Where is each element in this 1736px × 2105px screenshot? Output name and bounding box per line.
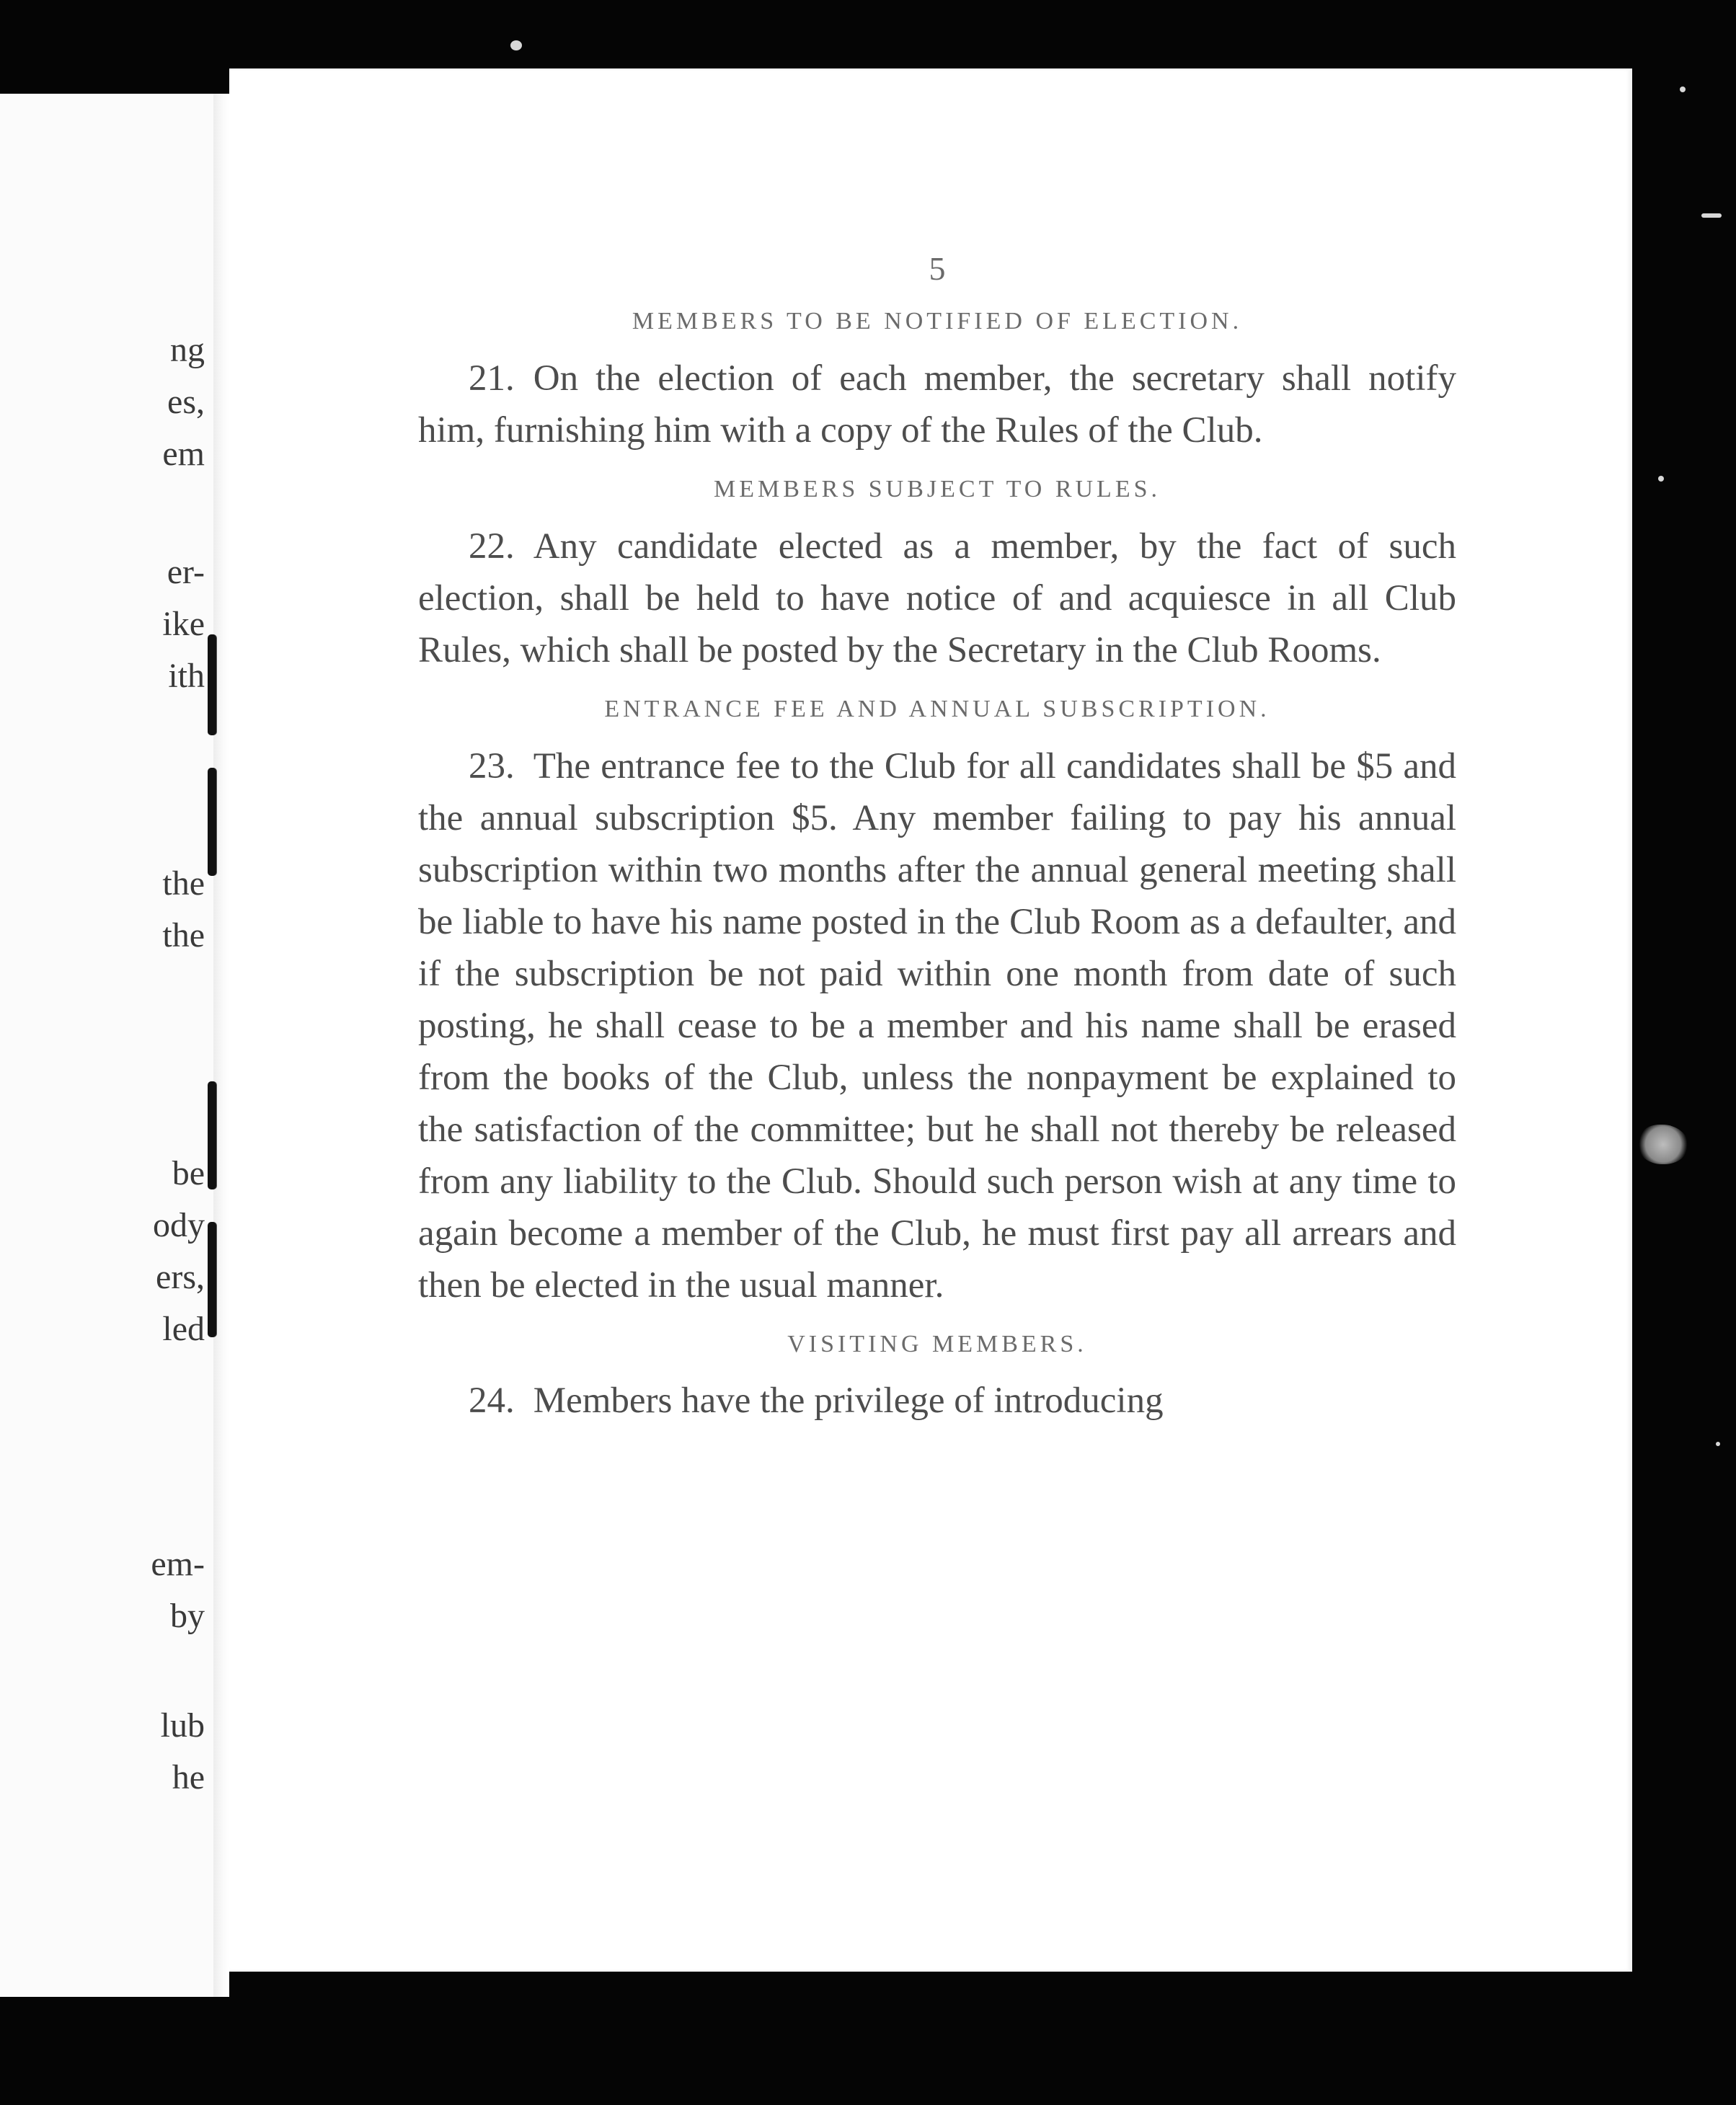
scan-smudge (1638, 1125, 1688, 1164)
main-page (229, 68, 1632, 1972)
left-page-fragment: lub (160, 1706, 205, 1745)
rule-text: Any candidate elected as a member, by the fact of such election, shall be held to have notice of and acquiesce in all Club Rules, which shall be posted by the Secretary in the Club Rooms. (418, 526, 1456, 670)
rule-number: 21. (469, 358, 515, 399)
left-page-fragment: be (172, 1154, 205, 1192)
left-page-fragment: ody (153, 1206, 205, 1244)
left-page-fragment: the (162, 864, 205, 903)
left-page-fragment: ng (170, 331, 205, 369)
rule-text: The entrance fee to the Club for all candidates shall be $5 and the annual subscription $5. Any member failing to pay his annual subscription within two months after the annual general meeting shall be liable to have his name posted in the Club Room as a defaulter, and if the subscription be not paid within one month from date of such posting, he shall cease to be a member and his name shall be erased from the books of the Club, unless the nonpayment be explained to the satisfaction of the committee; but he shall not thereby be released from any liability to the Club. Should such person wish at any time to again become a member of the Club, he must first pay all arrears and then be elected in the usual manner. (418, 745, 1456, 1306)
rule-text: Members have the privilege of introducing (533, 1381, 1164, 1422)
rule-paragraph (418, 1375, 1456, 1427)
left-page-fragment: he (172, 1758, 205, 1796)
rule-number: 23. (469, 745, 515, 786)
section-heading: VISITING MEMBERS. (787, 1330, 1087, 1357)
left-page-fragment: er- (167, 553, 205, 591)
left-page-fragment: ith (168, 657, 205, 695)
section-heading: MEMBERS SUBJECT TO RULES. (713, 475, 1161, 502)
section-heading: ENTRANCE FEE AND ANNUAL SUBSCRIPTION. (604, 695, 1270, 722)
scan-speck (1680, 87, 1686, 92)
rule-paragraph (418, 353, 1456, 456)
staple (208, 1081, 216, 1189)
scan-speck (1701, 213, 1722, 218)
left-page-fragment: by (170, 1597, 205, 1635)
left-page-fragment: led (162, 1310, 205, 1348)
rule-paragraph (418, 740, 1456, 1311)
staple (208, 1222, 216, 1337)
page-number: 5 (929, 250, 946, 287)
scan-speck (510, 40, 522, 50)
rule-number: 24. (469, 1381, 515, 1422)
scan-speck (1716, 1442, 1720, 1446)
left-page-fragment: em- (151, 1545, 205, 1583)
page-content (418, 249, 1456, 1427)
scan-speck (1658, 476, 1664, 482)
staple (208, 768, 216, 876)
left-facing-page (0, 94, 213, 1997)
left-page-fragment: ike (162, 605, 205, 643)
left-page-fragment: ers, (156, 1258, 205, 1296)
rule-number: 22. (469, 526, 515, 567)
left-page-fragment: es, (167, 383, 205, 421)
staple (208, 634, 216, 735)
rule-paragraph (418, 520, 1456, 676)
left-page-fragment: the (162, 916, 205, 954)
rule-text: On the election of each member, the secretary shall notify him, furnishing him with a copy of the Rules of the Club. (418, 358, 1456, 451)
book-spine (213, 94, 229, 1997)
left-page-fragment: em (162, 435, 205, 473)
section-heading: MEMBERS TO BE NOTIFIED OF ELECTION. (632, 308, 1243, 335)
